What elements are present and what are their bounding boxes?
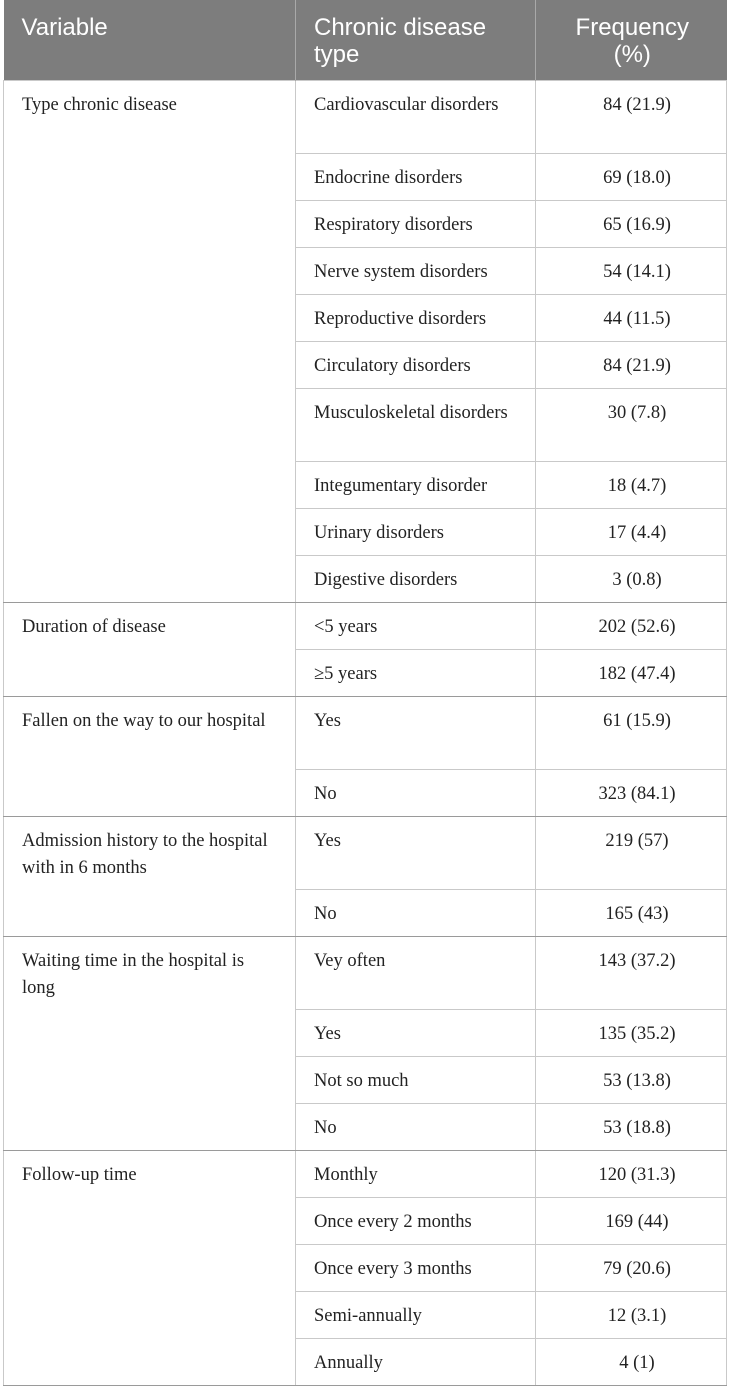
disease-type-cell: Once every 2 months [296, 1197, 536, 1244]
header-variable: Variable [4, 0, 296, 80]
disease-type-cell: Reproductive disorders [296, 294, 536, 341]
table-row [4, 80, 727, 153]
table-body [4, 80, 727, 1385]
variable-cell: Waiting time in the hospital is long [4, 936, 296, 1150]
frequency-cell: 182 (47.4) [536, 649, 727, 696]
disease-type-cell: Monthly [296, 1150, 536, 1197]
frequency-cell: 18 (4.7) [536, 461, 727, 508]
disease-type-cell: Vey often [296, 936, 536, 1009]
disease-type-cell: Endocrine disorders [296, 153, 536, 200]
frequency-cell: 65 (16.9) [536, 200, 727, 247]
disease-type-cell: Semi-annually [296, 1291, 536, 1338]
frequency-cell: 135 (35.2) [536, 1009, 727, 1056]
disease-type-cell: No [296, 769, 536, 816]
table-row [4, 936, 727, 1009]
disease-type-cell: No [296, 1103, 536, 1150]
disease-type-cell: No [296, 889, 536, 936]
disease-type-cell: Nerve system disorders [296, 247, 536, 294]
disease-type-cell: Respiratory disorders [296, 200, 536, 247]
disease-type-cell: Cardiovascular disorders [296, 80, 536, 153]
disease-type-cell: Urinary disorders [296, 508, 536, 555]
frequency-cell: 323 (84.1) [536, 769, 727, 816]
frequency-cell: 84 (21.9) [536, 341, 727, 388]
disease-type-cell: Yes [296, 816, 536, 889]
frequency-cell: 30 (7.8) [536, 388, 727, 461]
header-disease-type: Chronic disease type [296, 0, 536, 80]
disease-type-cell: <5 years [296, 602, 536, 649]
frequency-cell: 53 (13.8) [536, 1056, 727, 1103]
disease-type-cell: Annually [296, 1338, 536, 1385]
disease-type-cell: Digestive disorders [296, 555, 536, 602]
variable-cell: Fallen on the way to our hospital [4, 696, 296, 816]
variable-cell: Duration of disease [4, 602, 296, 696]
frequency-cell: 219 (57) [536, 816, 727, 889]
table-row [4, 602, 727, 649]
frequency-cell: 61 (15.9) [536, 696, 727, 769]
frequency-cell: 54 (14.1) [536, 247, 727, 294]
data-table [3, 0, 727, 1386]
disease-type-cell: Not so much [296, 1056, 536, 1103]
table-row [4, 1150, 727, 1197]
frequency-cell: 169 (44) [536, 1197, 727, 1244]
disease-type-cell: Once every 3 months [296, 1244, 536, 1291]
frequency-cell: 17 (4.4) [536, 508, 727, 555]
table-header [4, 0, 727, 80]
frequency-cell: 143 (37.2) [536, 936, 727, 1009]
frequency-cell: 165 (43) [536, 889, 727, 936]
table-row [4, 696, 727, 769]
frequency-cell: 44 (11.5) [536, 294, 727, 341]
frequency-cell: 69 (18.0) [536, 153, 727, 200]
variable-cell: Type chronic disease [4, 80, 296, 602]
table-row [4, 816, 727, 889]
disease-type-cell: Musculoskeletal disorders [296, 388, 536, 461]
disease-type-cell: Yes [296, 696, 536, 769]
frequency-cell: 53 (18.8) [536, 1103, 727, 1150]
variable-cell: Follow-up time [4, 1150, 296, 1385]
disease-type-cell: Circulatory disorders [296, 341, 536, 388]
frequency-cell: 202 (52.6) [536, 602, 727, 649]
disease-type-cell: Yes [296, 1009, 536, 1056]
frequency-cell: 4 (1) [536, 1338, 727, 1385]
frequency-cell: 3 (0.8) [536, 555, 727, 602]
variable-cell: Admission history to the hospital with in 6 months [4, 816, 296, 936]
frequency-cell: 12 (3.1) [536, 1291, 727, 1338]
frequency-cell: 84 (21.9) [536, 80, 727, 153]
frequency-cell: 79 (20.6) [536, 1244, 727, 1291]
disease-type-cell: ≥5 years [296, 649, 536, 696]
disease-type-cell: Integumentary disorder [296, 461, 536, 508]
header-frequency: Frequency (%) [536, 0, 727, 80]
header-row [4, 0, 727, 80]
frequency-cell: 120 (31.3) [536, 1150, 727, 1197]
